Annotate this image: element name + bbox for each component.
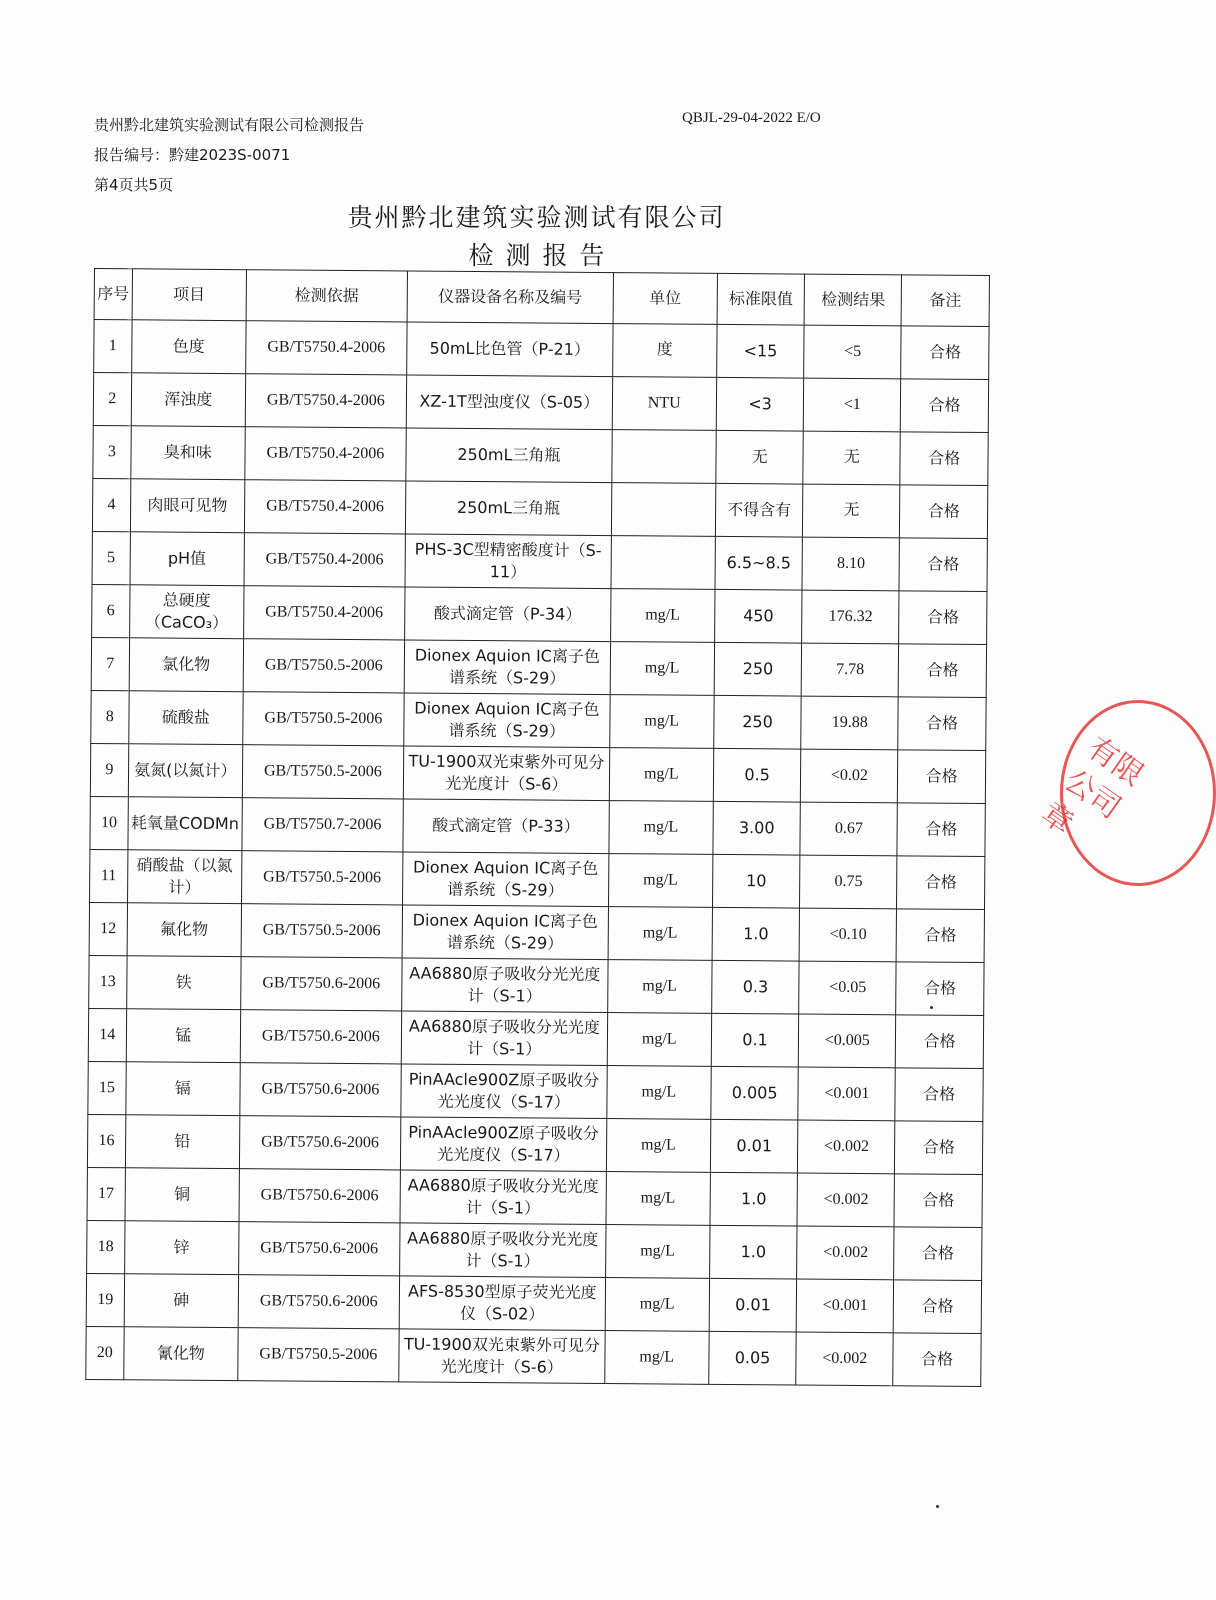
page-info: 第4页共5页 [94, 176, 174, 194]
table-row [91, 637, 986, 697]
cell-unit: mg/L [609, 748, 713, 802]
column-header: 项目 [132, 269, 247, 321]
cell-no: 5 [92, 531, 130, 584]
cell-limit: 0.01 [709, 1278, 797, 1332]
cell-limit: 250 [714, 642, 802, 696]
cell-limit: 250 [714, 695, 802, 749]
cell-unit: 度 [612, 324, 716, 378]
cell-result: <0.002 [797, 1173, 894, 1227]
cell-instrument: PinAAcle900Z原子吸收分光光度仪（S-17） [401, 1064, 607, 1119]
cell-result: 176.32 [802, 590, 899, 644]
cell-remark: 合格 [894, 1174, 982, 1228]
cell-no: 7 [91, 637, 129, 690]
cell-basis: GB/T5750.4-2006 [243, 586, 404, 640]
cell-result: <0.001 [798, 1067, 895, 1121]
table-row [92, 584, 987, 644]
cell-instrument: AA6880原子吸收分光光度计（S-1） [401, 1011, 607, 1066]
cell-item: 铅 [125, 1115, 240, 1169]
cell-instrument: Dionex Aquion IC离子色谱系统（S-29） [402, 905, 608, 960]
column-header: 检测结果 [805, 274, 902, 326]
cell-remark: 合格 [896, 909, 984, 963]
cell-item: 锰 [126, 1009, 241, 1063]
company-title: 贵州黔北建筑实验测试有限公司 [347, 203, 726, 232]
cell-result: <0.005 [799, 1014, 896, 1068]
table-row [93, 373, 988, 433]
cell-instrument: TU-1900双光束紫外可见分光光度计（S-6） [399, 1329, 605, 1384]
cell-basis: GB/T5750.5-2006 [241, 851, 402, 905]
cell-instrument: 250mL三角瓶 [406, 428, 612, 483]
cell-instrument: 酸式滴定管（P-33） [403, 799, 609, 854]
cell-limit: 不得含有 [715, 483, 803, 537]
cell-instrument: 酸式滴定管（P-34） [404, 587, 610, 642]
cell-unit: mg/L [606, 1172, 710, 1226]
cell-no: 8 [91, 690, 129, 743]
cell-no: 18 [87, 1220, 125, 1273]
table-row [87, 1114, 982, 1174]
cell-instrument: AA6880原子吸收分光光度计（S-1） [400, 1170, 606, 1225]
form-code: QBJL-29-04-2022 E/O [682, 110, 821, 126]
cell-unit: mg/L [605, 1331, 709, 1385]
cell-result: 无 [803, 484, 900, 538]
cell-limit: 1.0 [712, 907, 800, 961]
cell-instrument: AA6880原子吸收分光光度计（S-1） [402, 958, 608, 1013]
cell-limit: 0.005 [711, 1066, 799, 1120]
column-header: 单位 [613, 273, 717, 325]
table-row [93, 425, 988, 485]
table-row [88, 1061, 983, 1121]
cell-instrument: PinAAcle900Z原子吸收分光光度仪（S-17） [400, 1117, 606, 1172]
cell-basis: GB/T5750.6-2006 [238, 1222, 399, 1276]
cell-unit [612, 430, 716, 484]
table-row [90, 796, 985, 856]
table-row [87, 1220, 982, 1280]
cell-basis: GB/T5750.6-2006 [239, 1169, 400, 1223]
table-header-row [94, 269, 989, 327]
cell-no: 2 [93, 373, 131, 426]
cell-limit: 0.05 [709, 1331, 797, 1385]
speck [936, 1505, 939, 1508]
cell-item: pH值 [130, 532, 245, 586]
cell-instrument: AA6880原子吸收分光光度计（S-1） [399, 1223, 605, 1278]
cell-remark: 合格 [893, 1333, 981, 1387]
cell-no: 17 [87, 1167, 125, 1220]
cell-limit: 3.00 [713, 801, 801, 855]
cell-result: 8.10 [802, 537, 899, 591]
cell-instrument: 250mL三角瓶 [405, 481, 611, 536]
cell-basis: GB/T5750.6-2006 [241, 957, 402, 1011]
cell-basis: GB/T5750.5-2006 [243, 692, 404, 746]
report-number: 报告编号：黔建2023S-0071 [94, 146, 291, 164]
table-row [94, 320, 989, 380]
cell-basis: GB/T5750.4-2006 [244, 533, 405, 587]
cell-remark: 合格 [898, 750, 986, 804]
cell-remark: 合格 [896, 1015, 984, 1069]
cell-instrument: AFS-8530型原子荧光光度仪（S-02） [399, 1276, 605, 1331]
cell-item: 浑浊度 [131, 373, 246, 427]
cell-item: 砷 [124, 1274, 239, 1328]
cell-no: 11 [90, 849, 128, 902]
column-header: 标准限值 [717, 273, 805, 325]
cell-limit: 450 [714, 589, 802, 643]
column-header: 备注 [901, 275, 989, 327]
cell-unit: mg/L [608, 907, 712, 961]
cell-remark: 合格 [894, 1227, 982, 1281]
cell-result: <5 [804, 325, 901, 379]
company-seal-text: 有限公司章 [1034, 730, 1150, 842]
cell-limit: 0.5 [713, 748, 801, 802]
cell-no: 16 [87, 1114, 125, 1167]
table-row [92, 531, 987, 591]
cell-no: 1 [94, 320, 132, 373]
test-results-table [85, 268, 990, 1387]
cell-remark: 合格 [895, 1068, 983, 1122]
cell-remark: 合格 [897, 856, 985, 910]
cell-instrument: XZ-1T型浊度仪（S-05） [406, 375, 612, 430]
cell-basis: GB/T5750.6-2006 [238, 1275, 399, 1329]
cell-item: 镉 [126, 1062, 241, 1116]
cell-item: 锌 [124, 1221, 239, 1275]
cell-unit: NTU [612, 377, 716, 431]
cell-unit: mg/L [605, 1278, 709, 1332]
cell-result: 0.75 [800, 855, 897, 909]
table-row [89, 955, 984, 1015]
cell-unit: mg/L [607, 1013, 711, 1067]
column-header: 仪器设备名称及编号 [407, 271, 613, 324]
cell-result: <0.001 [797, 1279, 894, 1333]
cell-item: 氰化物 [123, 1327, 238, 1381]
cell-basis: GB/T5750.4-2006 [245, 374, 406, 428]
cell-no: 15 [88, 1061, 126, 1114]
cell-remark: 合格 [899, 591, 987, 645]
cell-instrument: Dionex Aquion IC离子色谱系统（S-29） [404, 693, 610, 748]
cell-remark: 合格 [900, 485, 988, 539]
cell-item: 臭和味 [131, 426, 246, 480]
cell-result: <0.05 [799, 961, 896, 1015]
cell-item: 肉眼可见物 [130, 479, 245, 533]
cell-item: 氯化物 [129, 638, 244, 692]
cell-remark: 合格 [898, 644, 986, 698]
cell-result: <0.02 [801, 749, 898, 803]
cell-unit: mg/L [609, 801, 713, 855]
cell-result: <0.10 [800, 908, 897, 962]
company-report-header: 贵州黔北建筑实验测试有限公司检测报告 [94, 116, 365, 134]
report-title: 检测报告 [468, 241, 617, 270]
cell-item: 硫酸盐 [128, 691, 243, 745]
table-row [86, 1273, 981, 1333]
cell-no: 19 [86, 1273, 124, 1326]
cell-unit: mg/L [607, 1066, 711, 1120]
cell-unit: mg/L [605, 1225, 709, 1279]
table-row [91, 690, 986, 750]
cell-basis: GB/T5750.6-2006 [239, 1116, 400, 1170]
cell-unit [611, 536, 715, 590]
cell-item: 氟化物 [127, 903, 242, 957]
table-row [87, 1167, 982, 1227]
cell-remark: 合格 [896, 962, 984, 1016]
cell-result: 无 [803, 431, 900, 485]
column-header: 检测依据 [246, 270, 407, 322]
cell-result: 0.67 [800, 802, 897, 856]
cell-instrument: Dionex Aquion IC离子色谱系统（S-29） [402, 852, 608, 907]
cell-basis: GB/T5750.6-2006 [240, 1010, 401, 1064]
cell-no: 4 [92, 478, 130, 531]
cell-instrument: TU-1900双光束紫外可见分光光度计（S-6） [403, 746, 609, 801]
table-row [92, 478, 987, 538]
cell-unit: mg/L [610, 642, 714, 696]
cell-limit: 1.0 [710, 1172, 798, 1226]
cell-unit: mg/L [610, 695, 714, 749]
cell-no: 14 [88, 1008, 126, 1061]
cell-basis: GB/T5750.4-2006 [246, 321, 407, 375]
cell-limit: 6.5~8.5 [715, 536, 803, 590]
cell-item: 总硬度（CaCO₃） [129, 585, 244, 639]
table-row [89, 902, 984, 962]
cell-unit: mg/L [606, 1119, 710, 1173]
cell-unit: mg/L [607, 960, 711, 1014]
column-header: 序号 [94, 269, 132, 320]
cell-remark: 合格 [900, 432, 988, 486]
cell-no: 20 [86, 1326, 124, 1379]
cell-no: 6 [92, 584, 130, 637]
cell-no: 12 [89, 902, 127, 955]
cell-limit: 无 [716, 430, 804, 484]
cell-limit: <3 [716, 377, 804, 431]
cell-item: 铁 [126, 956, 241, 1010]
cell-remark: 合格 [898, 697, 986, 751]
cell-result: 19.88 [801, 696, 898, 750]
cell-limit: 0.1 [711, 1013, 799, 1067]
cell-unit [611, 483, 715, 537]
cell-result: 7.78 [802, 643, 899, 697]
cell-limit: 0.3 [711, 960, 799, 1014]
cell-remark: 合格 [897, 803, 985, 857]
cell-basis: GB/T5750.5-2006 [243, 639, 404, 693]
cell-item: 铜 [125, 1168, 240, 1222]
table-row [90, 849, 985, 909]
cell-basis: GB/T5750.5-2006 [238, 1328, 399, 1382]
table-row [90, 743, 985, 803]
cell-basis: GB/T5750.6-2006 [240, 1063, 401, 1117]
cell-no: 9 [90, 743, 128, 796]
cell-limit: 10 [712, 854, 800, 908]
cell-item: 色度 [131, 320, 246, 374]
cell-remark: 合格 [901, 326, 989, 380]
cell-result: <0.002 [796, 1332, 893, 1386]
table-row [88, 1008, 983, 1068]
cell-no: 13 [89, 955, 127, 1008]
cell-instrument: 50mL比色管（P-21） [407, 322, 613, 377]
cell-no: 10 [90, 796, 128, 849]
cell-item: 耗氧量CODMn [128, 797, 243, 851]
cell-remark: 合格 [893, 1280, 981, 1334]
cell-limit: 0.01 [710, 1119, 798, 1173]
cell-remark: 合格 [899, 538, 987, 592]
cell-basis: GB/T5750.5-2006 [241, 904, 402, 958]
speck [930, 1006, 933, 1009]
cell-no: 3 [93, 425, 131, 478]
cell-result: <0.002 [798, 1120, 895, 1174]
cell-result: <0.002 [797, 1226, 894, 1280]
cell-limit: <15 [716, 324, 804, 378]
cell-unit: mg/L [610, 589, 714, 643]
cell-limit: 1.0 [709, 1225, 797, 1279]
cell-remark: 合格 [901, 379, 989, 433]
cell-unit: mg/L [608, 854, 712, 908]
table-row [86, 1326, 981, 1386]
cell-instrument: Dionex Aquion IC离子色谱系统（S-29） [404, 640, 610, 695]
cell-remark: 合格 [895, 1121, 983, 1175]
cell-basis: GB/T5750.4-2006 [244, 480, 405, 534]
cell-basis: GB/T5750.5-2006 [242, 745, 403, 799]
cell-basis: GB/T5750.7-2006 [242, 798, 403, 852]
cell-item: 氨氮(以氮计） [128, 744, 243, 798]
cell-basis: GB/T5750.4-2006 [245, 427, 406, 481]
cell-result: <1 [804, 378, 901, 432]
cell-item: 硝酸盐（以氮计） [127, 850, 242, 904]
cell-instrument: PHS-3C型精密酸度计（S-11） [405, 534, 611, 589]
